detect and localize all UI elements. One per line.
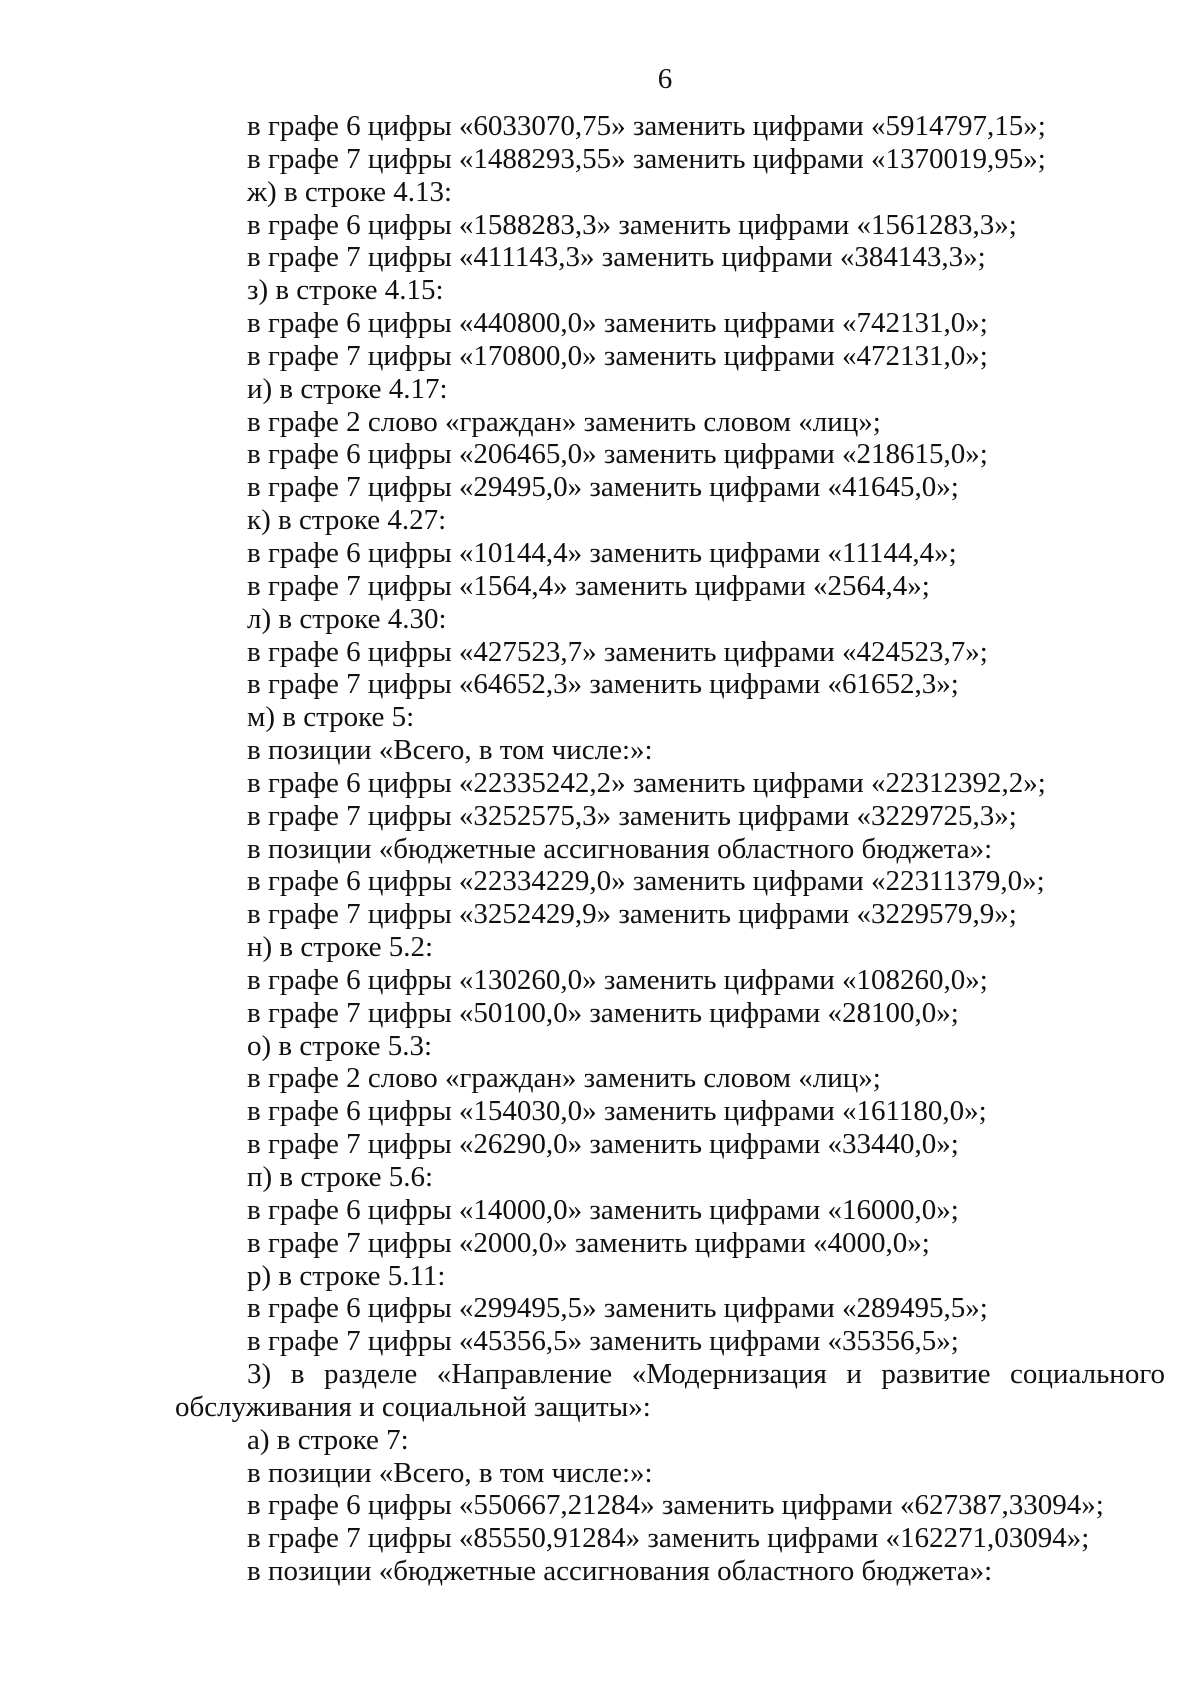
text-line: в графе 2 слово «граждан» заменить словом «лиц»; (247, 1062, 881, 1095)
text-line: в графе 7 цифры «170800,0» заменить цифрами «472131,0»; (247, 339, 988, 372)
text-line: в графе 7 цифры «411143,3» заменить цифрами «384143,3»; (247, 241, 986, 274)
text-line: в графе 6 цифры «130260,0» заменить цифрами «108260,0»; (247, 963, 988, 996)
text-line: в графе 6 цифры «6033070,75» заменить цифрами «5914797,15»; (247, 110, 1046, 142)
text-line: в графе 6 цифры «299495,5» заменить цифрами «289495,5»; (247, 1292, 988, 1325)
text-line: в графе 6 цифры «206465,0» заменить цифрами «218615,0»; (247, 438, 988, 471)
text-line: в графе 6 цифры «154030,0» заменить цифрами «161180,0»; (247, 1095, 987, 1128)
text-line: в графе 6 цифры «1588283,3» заменить цифрами «1561283,3»; (247, 208, 1017, 241)
text-line: в графе 6 цифры «10144,4» заменить цифрами «11144,4»; (247, 536, 957, 569)
text-line: а) в строке 7: (247, 1423, 409, 1456)
document-body (175, 110, 1165, 1588)
text-line: в графе 7 цифры «45356,5» заменить цифрами «35356,5»; (247, 1325, 959, 1358)
text-line: л) в строке 4.30: (247, 602, 447, 635)
text-line: в графе 7 цифры «1564,4» заменить цифрами «2564,4»; (247, 569, 930, 602)
text-line: в графе 6 цифры «427523,7» заменить цифрами «424523,7»; (247, 635, 988, 668)
text-line: в графе 7 цифры «64652,3» заменить цифрами «61652,3»; (247, 668, 959, 701)
text-line: к) в строке 4.27: (247, 504, 447, 537)
text-line: в графе 7 цифры «1488293,55» заменить цифрами «1370019,95»; (247, 142, 1046, 175)
text-line: в позиции «Всего, в том числе:»: (247, 734, 653, 767)
text-line: в графе 7 цифры «50100,0» заменить цифрами «28100,0»; (247, 996, 959, 1029)
text-line: в графе 6 цифры «22335242,2» заменить цифрами «22312392,2»; (247, 766, 1046, 799)
text-line: в графе 7 цифры «26290,0» заменить цифрами «33440,0»; (247, 1128, 959, 1161)
text-line: р) в строке 5.11: (247, 1259, 446, 1292)
text-line: о) в строке 5.3: (247, 1029, 433, 1062)
text-line: м) в строке 5: (247, 701, 415, 734)
text-line: п) в строке 5.6: (247, 1161, 434, 1193)
text-line: в позиции «бюджетные ассигнования областного бюджета»: (247, 1555, 993, 1588)
text-line: и) в строке 4.17: (247, 372, 448, 405)
text-line: в графе 2 слово «граждан» заменить словом «лиц»; (247, 405, 881, 438)
text-line: обслуживания и социальной защиты»: (175, 1390, 651, 1423)
text-line: в графе 6 цифры «550667,21284» заменить цифрами «627387,33094»; (247, 1489, 1104, 1522)
text-line: в графе 7 цифры «85550,91284» заменить цифрами «162271,03094»; (247, 1522, 1090, 1555)
text-line: з) в строке 4.15: (247, 274, 444, 307)
text-line: в графе 7 цифры «3252429,9» заменить цифрами «3229579,9»; (247, 898, 1017, 931)
text-line: в графе 6 цифры «22334229,0» заменить цифрами «22311379,0»; (247, 865, 1045, 898)
text-line: в графе 7 цифры «2000,0» заменить цифрами «4000,0»; (247, 1226, 930, 1259)
text-line: в графе 6 цифры «440800,0» заменить цифрами «742131,0»; (247, 307, 988, 340)
text-line: ж) в строке 4.13: (247, 175, 453, 208)
text-line: в графе 7 цифры «3252575,3» заменить цифрами «3229725,3»; (247, 799, 1017, 832)
text-line: в позиции «бюджетные ассигнования областного бюджета»: (247, 832, 993, 865)
page-number: 6 (657, 63, 673, 95)
text-line: в позиции «Всего, в том числе:»: (247, 1456, 653, 1489)
text-line: н) в строке 5.2: (247, 931, 434, 964)
text-line: 3) в разделе «Направление «Модернизация и развитие социального (247, 1358, 1165, 1391)
text-line: в графе 7 цифры «29495,0» заменить цифрами «41645,0»; (247, 471, 959, 504)
text-line: в графе 6 цифры «14000,0» заменить цифрами «16000,0»; (247, 1193, 959, 1226)
